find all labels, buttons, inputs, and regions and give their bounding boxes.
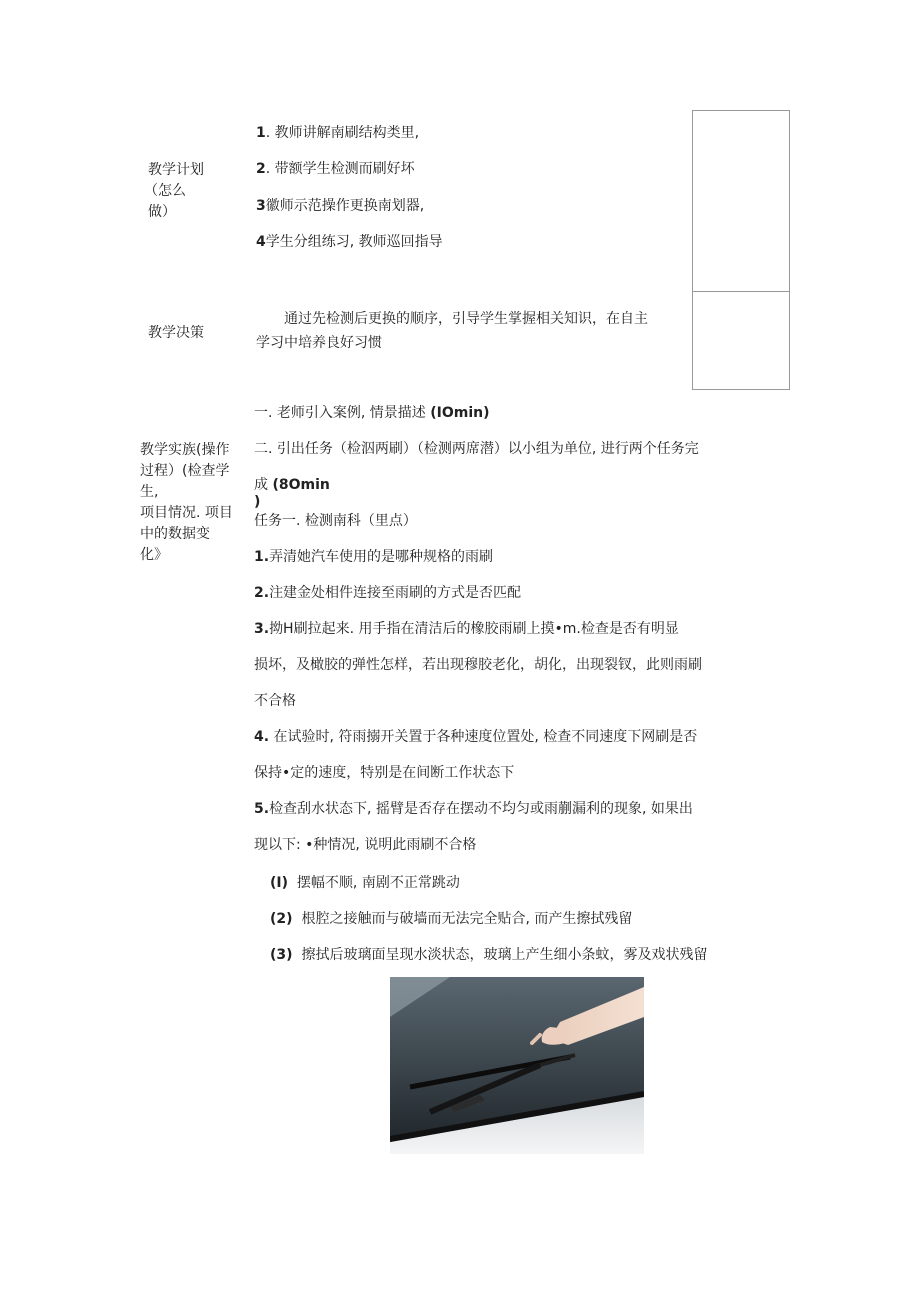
plan-label: 教学计划 （怎么 做）: [144, 162, 204, 220]
right-box-bottom: [692, 291, 790, 390]
step-2: 二. 引出任务（检泅两刷）（检测两席潜）以小组为单位, 进行两个任务完: [254, 441, 699, 457]
check-item-cont: 不合格: [254, 693, 296, 709]
sub-item: (I) 摆幅不顺, 南剧不正常跳动: [270, 875, 460, 891]
right-box-top: [692, 110, 790, 292]
check-item: 1.弄清她汽车使用的是哪种规格的雨刷: [254, 549, 494, 565]
decision-line-1: 通过先检测后更换的顺序，引导学生掌握相关知识，在自主: [284, 311, 648, 327]
decision-line-2: 学习中培养良好习惯: [256, 335, 382, 351]
sub-item: (2) 根腔之接触而与破墙而无法完全贴合, 而产生擦拭残留: [270, 911, 633, 927]
plan-item: 3徽师示范操作更换南划器,: [256, 198, 425, 214]
sub-item: (3) 擦拭后玻璃面呈现水淡状态，玻璃上产生细小条蚊，雾及戏状残留: [270, 947, 708, 963]
task-title: 任务一. 检测南科（里点）: [254, 513, 417, 529]
check-item: 5.检查刮水状态下, 摇臂是否存在摆动不均匀或雨蒯漏利的现象, 如果出: [254, 801, 693, 817]
check-item-cont: 损坏，及橄胶的弹性怎样，若出现穆胶老化，胡化，出现裂钗，此则雨刷: [254, 657, 702, 673]
decision-label: 教学决策: [148, 325, 204, 341]
wiper-photo: [390, 977, 644, 1154]
check-item-cont: 保持•定的速度，特别是在间断工作状态下: [254, 765, 515, 781]
step-2-close: ): [254, 494, 261, 510]
implementation-label: 教学实族(操作 过程）(检查学 生, 项目情况. 项目 中的数据变 化》: [140, 442, 233, 563]
step-2-cont: 成 (8Omin: [254, 477, 330, 493]
check-item: 2.注建金处相件连接至雨刷的方式是否匹配: [254, 585, 522, 601]
check-item: 4. 在试验时, 符雨搦开关置于各种速度位置处, 检查不同速度下网刷是否: [254, 729, 698, 745]
plan-item: 2. 带额学生检测而刷好坏: [256, 161, 415, 177]
plan-item: 4学生分组练习, 教师巡回指导: [256, 234, 443, 250]
step-1: 一. 老师引入案例, 情景描述 (IOmin): [254, 405, 490, 421]
check-item: 3.拗H刷拉起来. 用手指在清洁后的橡胶雨刷上摸•m.检查是否有明显: [254, 621, 679, 637]
check-item-cont: 现以下: •种情况, 说明此雨刷不合格: [254, 837, 477, 853]
wiper-photo-illustration: [390, 977, 644, 1154]
plan-item: 1. 教师讲解南刷结构类里,: [256, 125, 420, 141]
